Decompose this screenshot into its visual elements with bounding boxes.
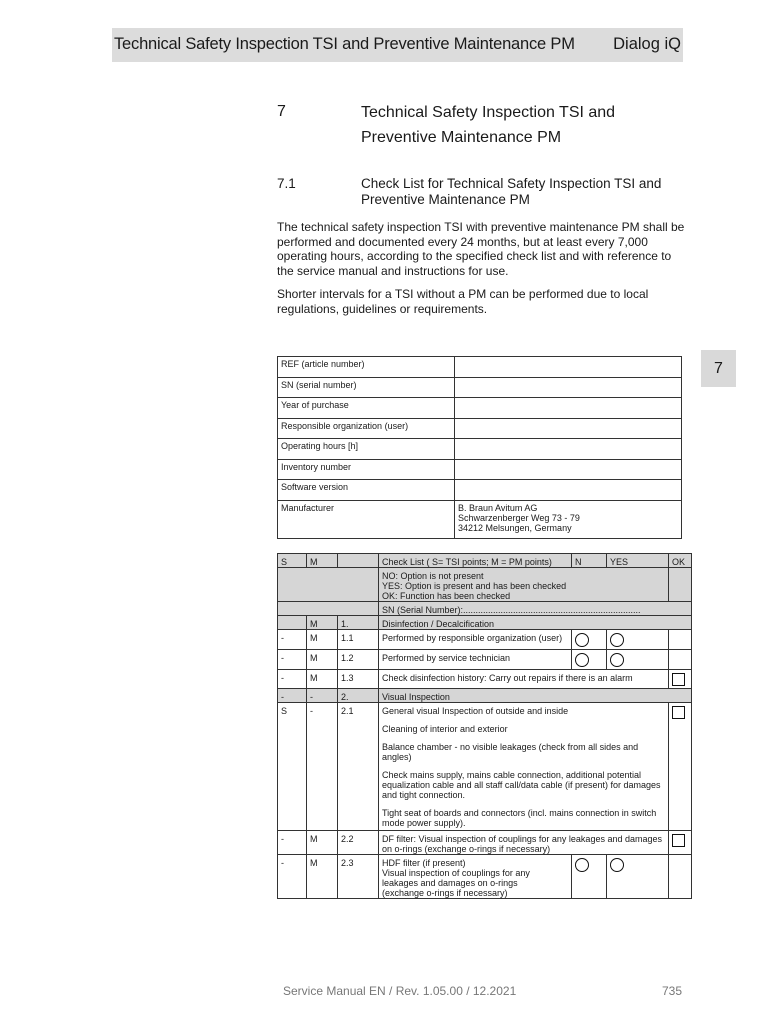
sn-label: SN (serial number) — [278, 377, 455, 398]
page-header — [112, 28, 683, 62]
chapter-title: Technical Safety Inspection TSI and Preventive Maintenance PM — [361, 104, 616, 146]
chapter-number: 7 — [277, 103, 286, 120]
page-number: 735 — [661, 984, 682, 998]
item-2-3-text: HDF filter (if present) Visual inspection of couplings for any leakages and damages on o-rings (exchange o-rings if necessary) — [379, 855, 572, 899]
section-row — [278, 616, 692, 630]
no-radio[interactable] — [575, 653, 589, 667]
item-2-2-text: DF filter: Visual inspection of couplings for any leakages and damages on o-rings (exchange o-rings if necessary) — [379, 831, 669, 855]
table-row: - M 2.3 HDF filter (if present) Visual inspection of couplings for any leakages and damages on o-rings (exchange o-rings if necessary) — [278, 855, 692, 899]
sn-value — [455, 377, 682, 398]
legend-no: NO: Option is not present — [382, 571, 484, 581]
section-row: - - 2. Visual Inspection — [278, 689, 692, 703]
table-row — [278, 398, 682, 419]
table-row — [278, 439, 682, 460]
section-number: 7.1 — [277, 176, 296, 191]
legend-yes: YES: Option is present and has been checked — [382, 581, 567, 591]
header-row — [278, 554, 692, 568]
no-radio[interactable] — [575, 633, 589, 647]
manufacturer-label: Manufacturer — [278, 500, 455, 538]
manufacturer-value — [455, 500, 682, 538]
table-row: - M 1.3 Check disinfection history: Carry out repairs if there is an alarm — [278, 670, 692, 689]
col-s-header: S — [278, 554, 307, 568]
legend-row — [278, 568, 692, 602]
yes-radio[interactable] — [610, 633, 624, 647]
col-no-header: N — [572, 554, 607, 568]
col-num-header — [338, 554, 379, 568]
header-product: Dialog iQ — [613, 35, 681, 53]
manufacturer-name: B. Braun Avitum AG — [458, 502, 538, 513]
table-row: S - 2.1 General visual Inspection of outside and inside Cleaning of interior and exterior Balance chamber - no visible leakages (check from all sides and angles) Check mains supply, mains cable connection, additional potential equalization cable and all staff call/data cable (if present) for damages and tight connection. Tight seat of boards and connectors (incl. mains connection in switch mode power supply). — [278, 703, 692, 831]
item-1-2-text: Performed by service technician — [379, 650, 572, 670]
col-checklist-header: Check List ( S= TSI points; M = PM points) — [379, 554, 572, 568]
ref-value — [455, 357, 682, 378]
section-title: Check List for Technical Safety Inspection TSI and Preventive Maintenance PM — [361, 176, 662, 207]
header-title: Technical Safety Inspection TSI and Preventive Maintenance PM — [114, 35, 575, 53]
col-ok-header: OK — [669, 554, 692, 568]
manufacturer-city: 34212 Melsungen, Germany — [458, 522, 572, 533]
inventory-label: Inventory number — [278, 459, 455, 480]
item-1-1-text: Performed by responsible organization (user) — [379, 630, 572, 650]
item-2-1-text: General visual Inspection of outside and inside Cleaning of interior and exterior Balance chamber - no visible leakages (check from all sides and angles) Check mains supply, mains cable connection, additional potential equalization cable and all staff call/data cable (if present) for damages and tight connection. Tight seat of boards and connectors (incl. mains connection in switch mode power supply). — [379, 703, 669, 831]
section-1-m: M — [307, 616, 338, 630]
intro-paragraph: The technical safety inspection TSI with preventive maintenance PM shall be performed and documented every 24 months, but at least every 7,000 operating hours, according to the specified check list and with reference to the service manual and instructions for use. — [277, 220, 685, 278]
organization-value — [455, 418, 682, 439]
legend — [379, 568, 669, 602]
ok-checkbox[interactable] — [672, 673, 685, 686]
serial-number-line: SN (Serial Number):....................................................................... — [379, 602, 692, 616]
footer-revision: Service Manual EN / Rev. 1.05.00 / 12.2021 — [283, 984, 517, 998]
no-radio[interactable] — [575, 858, 589, 872]
yes-radio[interactable] — [610, 858, 624, 872]
table-row: - M 1.2 Performed by service technician — [278, 650, 692, 670]
table-row — [278, 357, 682, 378]
section-2-title: Visual Inspection — [379, 689, 692, 703]
table-row: - M 2.2 DF filter: Visual inspection of couplings for any leakages and damages on o-rings (exchange o-rings if necessary) — [278, 831, 692, 855]
inventory-value — [455, 459, 682, 480]
col-yes-header: YES — [607, 554, 669, 568]
year-label: Year of purchase — [278, 398, 455, 419]
section-1-num: 1. — [338, 616, 379, 630]
check-list-table — [277, 553, 692, 899]
software-value — [455, 480, 682, 501]
ok-checkbox[interactable] — [672, 706, 685, 719]
table-row — [278, 418, 682, 439]
hours-label: Operating hours [h] — [278, 439, 455, 460]
organization-label: Responsible organization (user) — [278, 418, 455, 439]
table-row — [278, 480, 682, 501]
year-value — [455, 398, 682, 419]
yes-radio[interactable] — [610, 653, 624, 667]
ref-label: REF (article number) — [278, 357, 455, 378]
legend-ok: OK: Function has been checked — [382, 591, 511, 601]
table-row: - M 1.1 Performed by responsible organization (user) — [278, 630, 692, 650]
ok-checkbox[interactable] — [672, 834, 685, 847]
section-1-title: Disinfection / Decalcification — [379, 616, 692, 630]
chapter-tab: 7 — [701, 350, 736, 387]
col-m-header: M — [307, 554, 338, 568]
interval-paragraph: Shorter intervals for a TSI without a PM can be performed due to local regulations, guidelines or requirements. — [277, 287, 649, 316]
device-info-table — [277, 356, 682, 539]
serial-row — [278, 602, 692, 616]
section-2-num: 2. — [338, 689, 379, 703]
software-label: Software version — [278, 480, 455, 501]
hours-value — [455, 439, 682, 460]
manufacturer-street: Schwarzenberger Weg 73 - 79 — [458, 512, 580, 523]
table-row — [278, 459, 682, 480]
table-row — [278, 500, 682, 538]
item-1-3-text: Check disinfection history: Carry out repairs if there is an alarm — [379, 670, 669, 689]
table-row — [278, 377, 682, 398]
